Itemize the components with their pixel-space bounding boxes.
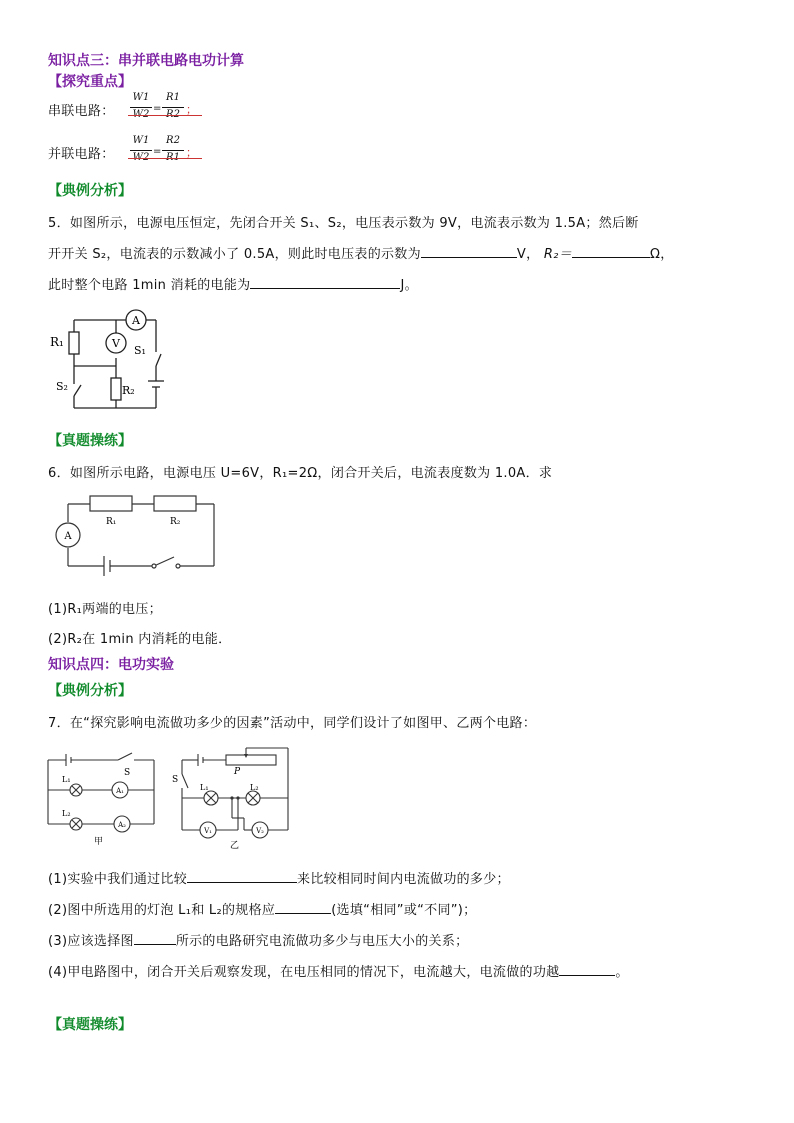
voltmeter-v1-icon: V₁ xyxy=(204,827,212,835)
q7-figure-yi xyxy=(170,744,294,850)
svg-text:R₂: R₂ xyxy=(170,517,181,527)
q5-line3: 此时整个电路 1min 消耗的电能为 J。 xyxy=(48,278,418,293)
voltmeter-icon: V xyxy=(112,337,120,350)
svg-text:P: P xyxy=(234,767,241,777)
voltmeter-v2-icon: V₂ xyxy=(256,827,264,835)
focus-heading: 【探究重点】 xyxy=(48,74,132,90)
svg-text:L₂: L₂ xyxy=(250,783,259,792)
caption-jia: 甲 xyxy=(94,837,104,847)
svg-text:S₂: S₂ xyxy=(56,380,68,393)
q7-line1: 7．在“探究影响电流做功多少的因素”活动中，同学们设计了如图甲、乙两个电路： xyxy=(48,716,537,731)
ammeter-a2-icon: A₂ xyxy=(118,821,126,829)
svg-text:S₁: S₁ xyxy=(134,344,146,357)
q5-circuit-figure xyxy=(44,308,184,412)
example-heading-1: 【典例分析】 xyxy=(48,183,132,199)
section-title-4: 知识点四：电功实验 xyxy=(48,657,174,673)
series-punct: ； xyxy=(186,103,197,116)
q7-figure-jia xyxy=(44,748,160,846)
q7-sub2: (2)图中所选用的灯泡 L₁和 L₂的规格应 (选填“相同”或“不同”)； xyxy=(48,903,477,918)
svg-text:S: S xyxy=(172,775,179,785)
parallel-w-fraction: W1 W2 xyxy=(130,135,152,171)
practice-heading-2: 【真题操练】 xyxy=(48,1017,132,1033)
q6-sub1: (1)R₁两端的电压； xyxy=(48,602,162,617)
series-r-fraction: R1 R2 xyxy=(162,92,184,128)
ammeter-icon: A xyxy=(64,531,72,542)
svg-text:R₂: R₂ xyxy=(122,384,135,397)
q6-circuit-figure xyxy=(54,492,224,584)
q5-line2: 开开关 S₂，电流表的示数减小了 0.5A，则此时电压表的示数为 V， R₂＝ Ω， xyxy=(48,247,674,262)
q7-sub1: (1)实验中我们通过比较 来比较相同时间内电流做功的多少； xyxy=(48,872,510,887)
caption-yi: 乙 xyxy=(230,841,240,851)
svg-text:R₁: R₁ xyxy=(106,517,117,527)
example-heading-2: 【典例分析】 xyxy=(48,683,132,699)
q5-line1: 5．如图所示，电源电压恒定，先闭合开关 S₁、S₂，电压表示数为 9V，电流表示数为 1.5A；然后断 xyxy=(48,216,639,231)
q6-sub2: (2)R₂在 1min 内消耗的电能． xyxy=(48,632,232,647)
q7-sub4: (4)甲电路图中，闭合开关后观察发现，在电压相同的情况下，电流越大，电流做的功越 。 xyxy=(48,965,629,980)
svg-text:L₁: L₁ xyxy=(200,783,209,792)
series-label: 串联电路： xyxy=(48,104,115,119)
ammeter-icon: A xyxy=(132,314,140,327)
q7-sub3: (3)应该选择图 所示的电路研究电流做功多少与电压大小的关系； xyxy=(48,934,469,949)
ammeter-a1-icon: A₁ xyxy=(116,787,124,795)
svg-text:L₂: L₂ xyxy=(62,809,71,818)
series-w-fraction: W1 W2 xyxy=(130,92,152,128)
parallel-punct: ； xyxy=(186,146,197,159)
svg-text:R₁: R₁ xyxy=(50,335,64,349)
parallel-label: 并联电路： xyxy=(48,147,115,162)
q6-line1: 6．如图所示电路，电源电压 U=6V，R₁=2Ω，闭合开关后，电流表度数为 1.0A．求 xyxy=(48,466,553,481)
svg-text:S: S xyxy=(124,768,131,778)
parallel-r-fraction: R2 R1 xyxy=(162,135,184,171)
section-title-3: 知识点三：串并联电路电功计算 xyxy=(48,53,244,69)
svg-text:L₁: L₁ xyxy=(62,775,71,784)
practice-heading-1: 【真题操练】 xyxy=(48,433,132,449)
